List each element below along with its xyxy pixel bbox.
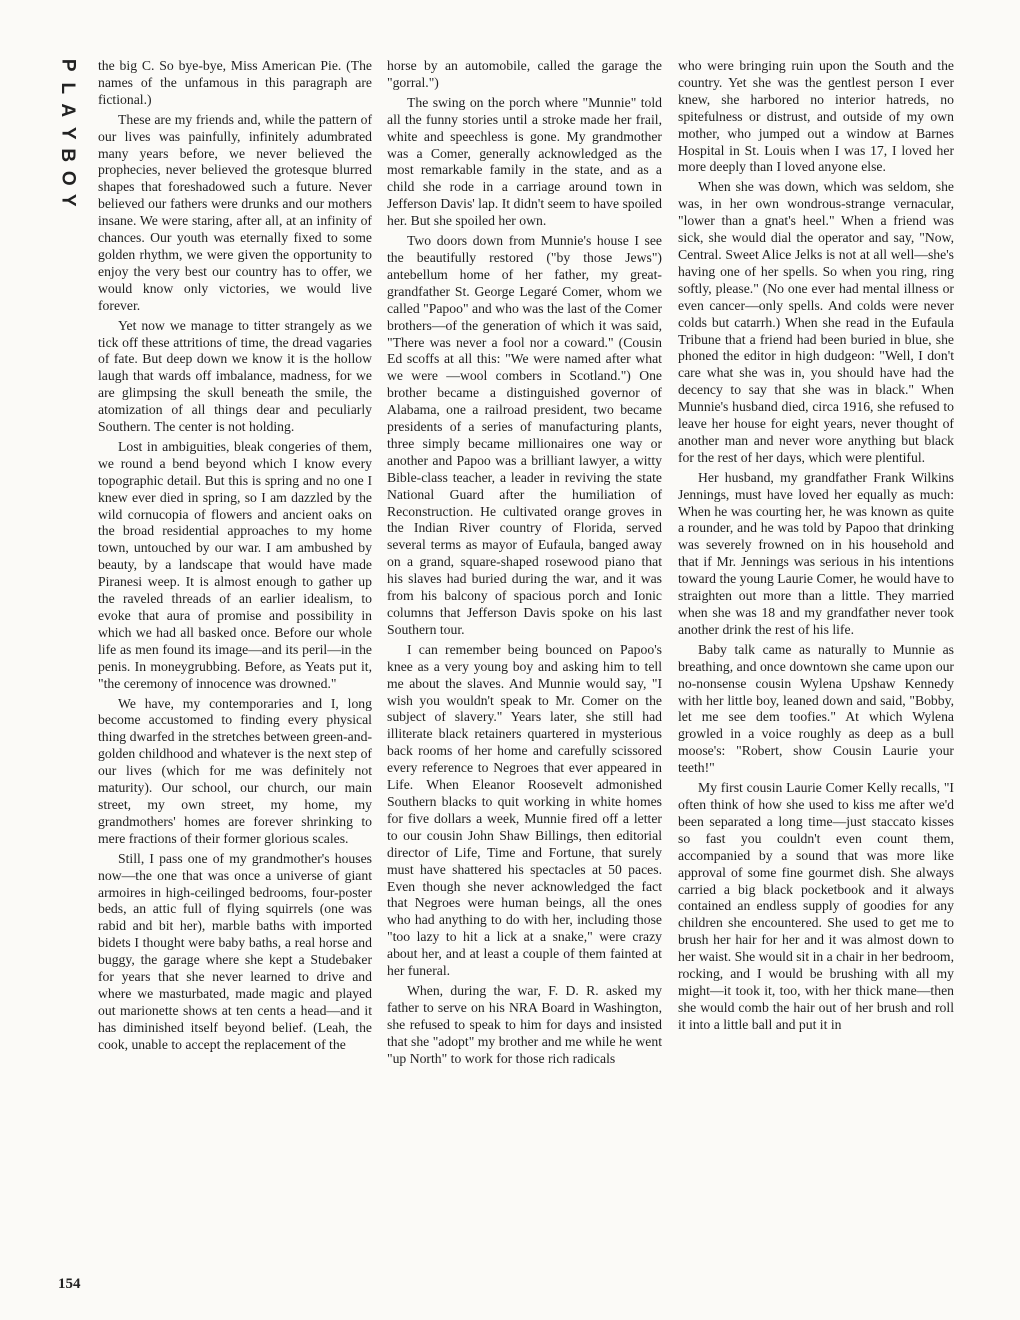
paragraph: who were bringing ruin upon the South and the country. Yet she was the gentlest person I ever knew, she harbored no interior hatreds, no spitefulness or distrust, and outside of my own mother, who jumped out a window at Barnes Hospital in St. Louis when I was 17, I loved her more deeply than I loved anyone else. [678,58,954,175]
page-number: 154 [58,1276,81,1292]
masthead-letter: B [57,148,79,163]
masthead-letter: Y [57,126,79,140]
text-column-2 [387,58,662,1070]
text-column-3 [678,58,954,1037]
paragraph: My first cousin Laurie Comer Kelly recalls, "I often think of how she used to kiss me after we'd been separated a long time—just staccato kisses so fast you couldn't even count them, accompanied by a sound that was more like approval of some fine gourmet dish. She always carried a big black pocketbook and it always contained an endless supply of goodies for any children she encountered. She used to get me to brush her hair for her and it was almost down to her waist. She would sit in a chair in her bedroom, rocking, and I would be brushing with all my might—it took it, too, with her thick mane—then she would comb the hair out of her brush and roll it into a little ball and put it in [678,780,954,1032]
masthead-letter: O [57,170,79,186]
paragraph: When, during the war, F. D. R. asked my father to serve on his NRA Board in Washington, she refused to speak to him for days and insisted that she "adopt" my brother and me while he went "up North" to work for those rich radicals [387,982,662,1066]
paragraph: Her husband, my grandfather Frank Wilkins Jennings, must have loved her equally as much: When he was courting her, he was known as quite a rounder, and he was told by Papoo that drinking was severely frowned on in his household and that if Mr. Jennings was serious in his intentions toward the young Laurie Comer, he would have to straighten out more than a little. They married when she was 18 and my grandfather never took another drink the rest of his life. [678,469,954,637]
paragraph: horse by an automobile, called the garage the "gorral.") [387,58,662,90]
paragraph: Lost in ambiguities, bleak congeries of them, we round a bend beyond which I know every topographic detail. But this is spring and no one I knew ever died in spring, so I am dazzled by the wild cornucopia of flowers and ancient oaks on the broad residential approaches to my home town, untouched by our war. I am ambushed by beauty, by a landscape that would have made Piranesi weep. It is almost enough to gather up the raveled threads of an earlier idealism, to evoke that aura of promise and possibility in which we had all basked once. Before our whole life as men found its image—and its peril—in the penis. In moneygrubbing. Before, as Yeats put it, "the ceremony of innocence was drowned." [98,438,372,691]
masthead-letter: A [57,103,79,118]
paragraph: Still, I pass one of my grandmother's houses now—the one that was once a universe of giant armoires in high-ceilinged bedrooms, four-poster beds, an attic full of flying squirrels (one was rabid and bit her), marble baths with imported bidets I thought were baby baths, a real horse and buggy, the garage where she kept a Studebaker for years that she never learned to drive and where we masturbated, made magic and played out marionette shows at ten cents a head—and it has diminished itself beyond belief. (Leah, the cook, unable to accept the replacement of the [98,850,372,1052]
paragraph: The swing on the porch where "Munnie" told all the funny stories until a stroke made her frail, white and speechless is gone. My grandmother was a Comer, generally acknowledged as the most remarkable family in the state, and as a child she rode in a carriage around town in Jefferson Davis' lap. It didn't seem to have spoiled her. But she spoiled her own. [387,94,662,229]
paragraph: the big C. So bye-bye, Miss American Pie. (The names of the unfamous in this paragraph are fictional.) [98,58,372,107]
paragraph: When she was down, which was seldom, she was, in her own wondrous-strange vernacular, "lower than a gnat's heel." When a friend was sick, she would dial the operator and say, "Now, Central. Sweet Alice Jelks is not at all well—she's having one of her spells. So when you ring, ring softly, please." (No one ever had mental illness or even cancer—only spells. And colds were never colds but catarrh.) When she read in the Eufaula Tribune that a friend had been buried in blue, she phoned the editor in high dudgeon: "Well, I don't care what she was in, you should have had the decency to say that she was in black." When Munnie's husband died, circa 1916, she refused to leave her house for eight years, never thought of another man and never wore anything but black for the rest of her days, which were plentiful. [678,179,954,465]
paragraph: We have, my contemporaries and I, long become accustomed to finding every physical thing dwarfed in the stretches between green-and-golden childhood and whatever is the next step of our lives (which for me was definitely not maturity). Our school, our church, our main street, my own street, my home, my grandmothers' homes are forever shrinking to mere fractions of their former glorious scales. [98,695,372,846]
paragraph: Baby talk came as naturally to Munnie as breathing, and once downtown she came upon our no-nonsense cousin Wylena Upshaw Kennedy with her little boy, leaned down and said, "Bobby, let me see dem toofies." At which Wylena growled in a voice roughly as deep as a bull moose's: "Robert, show Cousin Laurie your teeth!" [678,641,954,776]
paragraph: These are my friends and, while the pattern of our lives was painfully, infinitely adumbrated many years before, we never believed the prophecies, never believed the grotesque blurred shapes that foreshadowed such a future. Never believed our fathers were drunks and our mothers insane. We were staring, after all, at an infinity of chances. Our youth was eternally fixed to some golden rhythm, we were given the opportunity to enjoy the very best our country has to offer, we would know only victories, we would live forever. [98,111,372,313]
masthead-letter: Y [57,193,79,207]
paragraph: Two doors down from Munnie's house I see the beautifully restored ("by those Jews") antebellum home of her father, my great-grandfather St. George Legaré Comer, whom we called "Papoo" and who was the last of the Comer brothers—of the generation of which it was said, "There was never a fool nor a coward." (Cousin Ed scoffs at all this: "We were named after what we were —wool combers in Scotland.") One brother became a distinguished governor of Alabama, one a railroad president, two became presidents of a series of manufacturing plants, three simply became millionaires one way or another and Papoo was a brilliant lawyer, a witty Bible-class teacher, a leader in reviving the state National Guard after the humiliation of Reconstruction. He cultivated orange groves in the Indian River country of Florida, served several terms as mayor of Eufaula, banged away on a grand, square-shaped rosewood piano that his slaves had buried during the war, and it was from his balcony of spacious porch and Ionic columns that Jefferson Davis spoke on his last Southern tour. [387,233,662,637]
masthead-letter: P [57,58,79,72]
paragraph: Yet now we manage to titter strangely as we tick off these attritions of time, the dread vagaries of fate. But deep down we know it is the hollow laugh that wards off imbalance, madness, for we are glimpsing the skull beneath the smile, the atomization of all things dear and peculiarly Southern. The center is not holding. [98,317,372,435]
magazine-masthead [52,54,82,212]
masthead-letter: L [57,81,79,94]
paragraph: I can remember being bounced on Papoo's knee as a very young boy and asking him to tell me about the slaves. And Munnie would say, "I wish you wouldn't speak to Mr. Comer on the subject of slavery." Years later, she still had illiterate black retainers quartered in mysterious back rooms of her home and carefully scissored every reference to Negroes that ever appeared in Life. When Eleanor Roosevelt admonished Southern blacks to quit working in white homes for five dollars a week, Munnie fired off a letter to our cousin John Shaw Billings, then editorial director of Life, Time and Fortune, that surely must have shattered his spectacles at 50 paces. Even though she never acknowledged the fact that Negroes were human beings, all the ones who had anything to do with her, including those "too lazy to hit a lick at a snake," were crazy about her, and at least a couple of them fainted at her funeral. [387,641,662,979]
text-column-1 [98,58,372,1057]
